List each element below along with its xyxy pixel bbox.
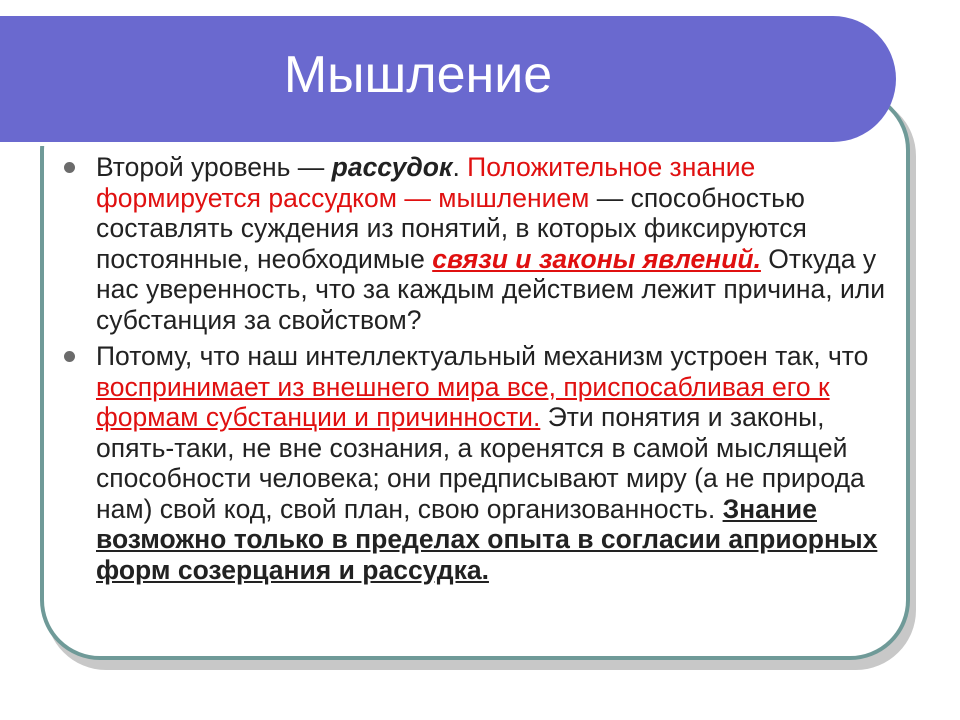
bullet-icon: [64, 162, 75, 173]
p1-text-4: Откуда у нас уверенность, что за каждым действием лежит причина, или субстанция за свойством?: [96, 243, 886, 335]
p1-term-rassudok: рассудок: [331, 152, 453, 182]
p1-text-3: — способностью составлять суждения из понятий, в которых фиксируются постоянные, необходимые: [96, 182, 807, 274]
bullet-icon: [64, 351, 75, 362]
p1-key-phrase: связи и законы явлений.: [432, 243, 761, 274]
paragraph-1: [62, 152, 892, 335]
p1-text-2: .: [452, 152, 468, 182]
slide-title: Мышление: [283, 46, 553, 104]
title-underline: [0, 142, 850, 146]
title-bar: [0, 16, 896, 142]
slide-content: [62, 152, 892, 591]
p1-highlight: Положительное знание формируется рассудком — мышлением: [96, 152, 756, 213]
p2-highlight: воспринимает из внешнего мира все, приспосабливая его к формам субстанции и причинности.: [96, 371, 830, 432]
p2-conclusion: Знание возможно только в пределах опыта в согласии априорных форм созерцания и рассудка.: [96, 493, 878, 585]
p2-text-2: Эти понятия и законы, опять-таки, не вне сознания, а коренятся в самой мыслящей способности человека; они предписывают миру (а не природа нам) свой код, свой план, свою организованность.: [96, 402, 865, 524]
p2-text-1: Потому, что наш интеллектуальный механизм устроен так, что: [96, 341, 869, 371]
p1-text-1: Второй уровень —: [96, 152, 332, 182]
paragraph-2: [62, 341, 892, 585]
